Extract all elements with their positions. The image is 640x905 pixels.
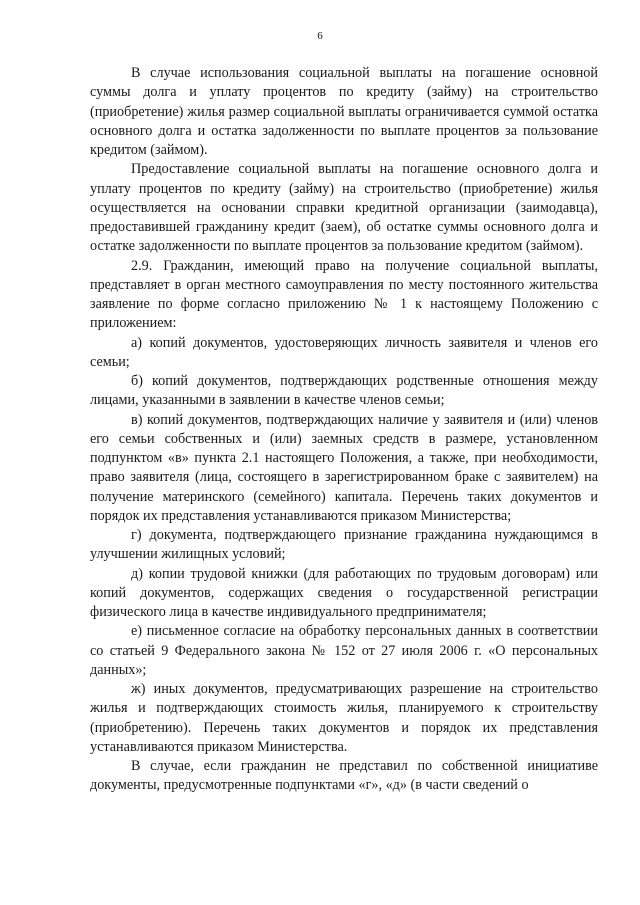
- page-number: 6: [317, 30, 323, 42]
- paragraph-missing-documents: В случае, если гражданин не представил по собственной инициативе документы, предусмотренные подпунктами «г», «д» (в части сведений о: [90, 758, 598, 794]
- list-item-e: е) письменное согласие на обработку персональных данных в соответствии со статьей 9 Федерального закона № 152 от 27 июля 2006 г. «О персональных данных»;: [90, 623, 598, 678]
- paragraph-2-9-application: 2.9. Гражданин, имеющий право на получение социальной выплаты, представляет в орган местного самоуправления по месту постоянного жительства заявление по форме согласно приложению № 1 к настоящему Положению с приложением:: [90, 257, 598, 332]
- list-item-zh: ж) иных документов, предусматривающих разрешение на строительство жилья и подтверждающих стоимость жилья, планируемого к строительству (приобретению). Перечень таких документов и порядок их представления устанавливаются приказом Министерства.: [90, 681, 598, 755]
- document-body: [90, 64, 598, 796]
- list-item-g: г) документа, подтверждающего признание гражданина нуждающимся в улучшении жилищных условий;: [90, 527, 598, 563]
- list-item-a: а) копий документов, удостоверяющих личность заявителя и членов его семьи;: [90, 334, 598, 370]
- list-item-v: в) копий документов, подтверждающих наличие у заявителя и (или) членов его семьи собственных и (или) заемных средств в размере, установленном подпунктом «в» пункта 2.1 настоящего Положения, а также, при необходимости, право заявителя (лица, состоящего в зарегистрированном браке с заявителем) на получение материнского (семейного) капитала. Перечень таких документов и порядок их представления устанавливаются приказом Министерства;: [90, 411, 598, 524]
- paragraph-payment-basis: Предоставление социальной выплаты на погашение основного долга и уплату процентов по кредиту (займу) на строительство (приобретение) жилья осуществляется на основании справки кредитной организации (заимодавца), предоставившей гражданину кредит (заем), об остатке суммы основного долга и остатке задолженности по выплате процентов за пользование кредитом (займом).: [90, 161, 598, 255]
- list-item-b: б) копий документов, подтверждающих родственные отношения между лицами, указанными в заявлении в качестве членов семьи;: [90, 373, 598, 409]
- paragraph-social-payment-limit: В случае использования социальной выплаты на погашение основной суммы долга и уплату процентов по кредиту (займу) на строительство (приобретение) жилья размер социальной выплаты ограничивается суммой остатка основного долга и остатка задолженности по выплате процентов за пользование кредитом (займом).: [90, 65, 598, 158]
- list-item-d: д) копии трудовой книжки (для работающих по трудовым договорам) или копий документов, содержащих сведения о государственной регистрации физического лица в качестве индивидуального предпринимателя;: [90, 565, 598, 620]
